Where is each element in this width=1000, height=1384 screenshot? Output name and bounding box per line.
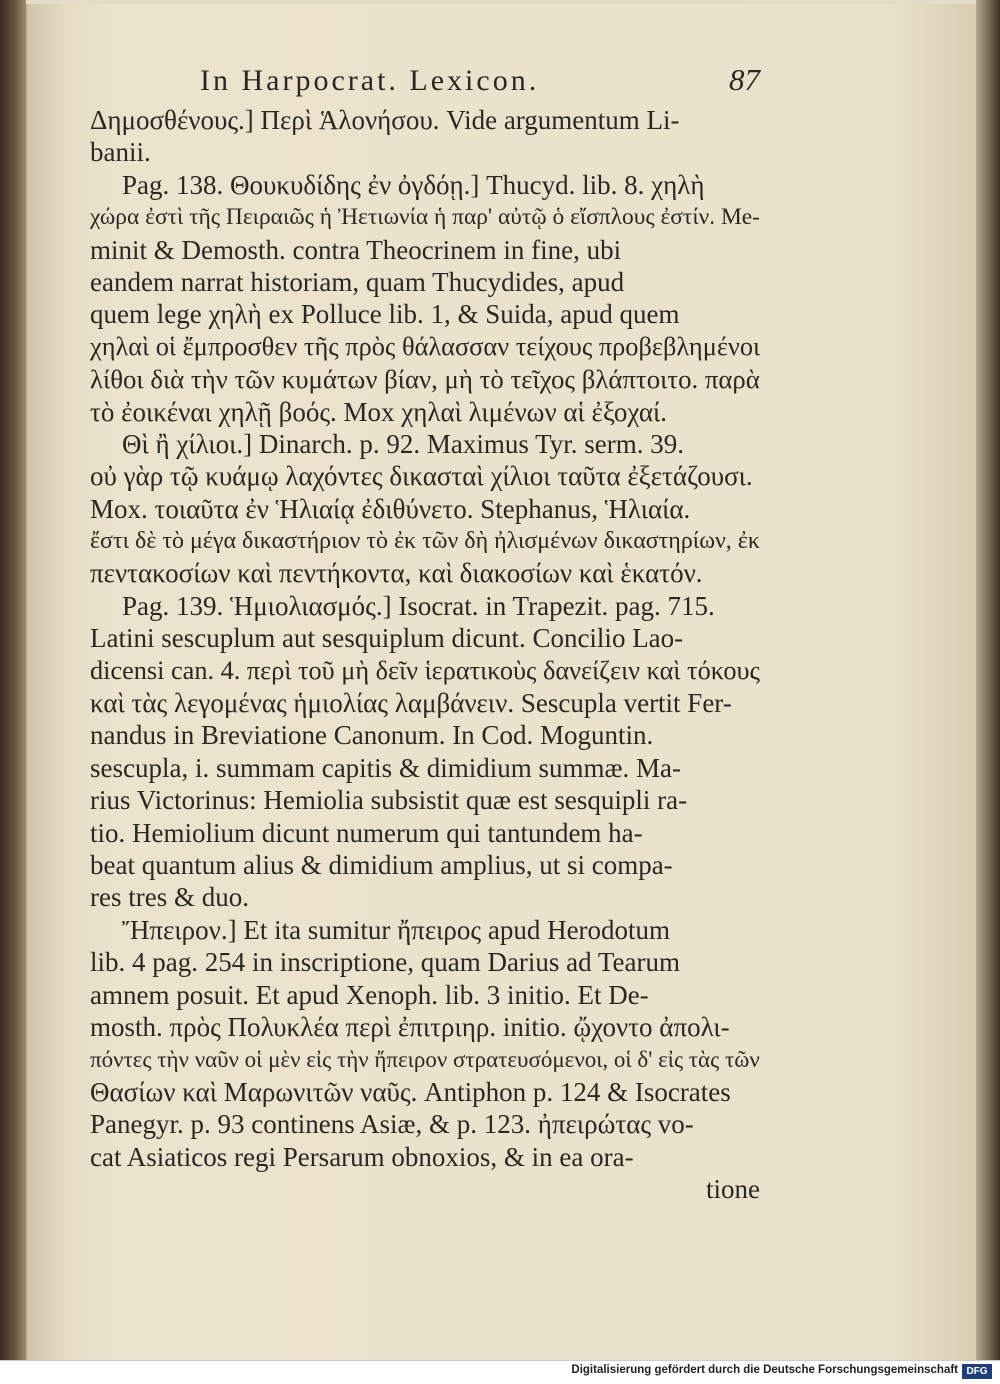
text-line: Δημοσθένους.] Περὶ Ἁλονήσου. Vide argumentum Li- (90, 105, 680, 135)
body-text (90, 104, 760, 1205)
text-line: res tres & duo. (90, 882, 249, 913)
page-number: 87 (729, 62, 760, 97)
page-header (200, 62, 760, 106)
text-line: lib. 4 pag. 254 in inscriptione, quam Darius ad Tearum (90, 947, 680, 978)
text-line: mosth. πρὸς Πολυκλέα περὶ ἐπιτριηρ. initio. ᾤχοντο ἀπολι- (90, 1011, 730, 1042)
text-line: ἔστι δὲ τὸ μέγα δικαστήριον τὸ ἐκ τῶν δὴ ἠλισμένων δικαστηρίων, ἐκ (90, 528, 760, 555)
text-line: amnem posuit. Et apud Xenoph. lib. 3 initio. Et De- (90, 979, 649, 1010)
text-line: eandem narrat historiam, quam Thucydides, apud (90, 266, 625, 297)
text-line: rius Victorinus: Hemiolia subsistit quæ est sesquipli ra- (90, 785, 688, 816)
book-spine (0, 0, 26, 1383)
text-line: πόντες τὴν ναῦν οἱ μὲν εἰς τὴν ἤπειρον στρατευσόμενοι, οἱ δ' εἰς τὰς τῶν (90, 1046, 760, 1073)
footer-bar (0, 1360, 1000, 1384)
text-line: banii. (90, 137, 151, 168)
text-line: tio. Hemiolium dicunt numerum qui tantundem ha- (90, 817, 643, 848)
funding-credit: Digitalisierung gefördert durch die Deutsche Forschungsgemeinschaft (571, 1364, 958, 1376)
text-line: minit & Demosth. contra Theocrinem in fine, ubi (90, 234, 622, 265)
text-line: Panegyr. p. 93 continens Asiæ, & p. 123. ἠπειρώτας vo- (90, 1109, 694, 1140)
text-line: Θὶ ἢ χίλιοι.] Dinarch. p. 92. Maximus Tyr. serm. 39. (122, 428, 684, 459)
running-title: In Harpocrat. Lexicon. (200, 64, 540, 97)
text-line: cat Asiaticos regi Persarum obnoxios, & in ea ora- (90, 1141, 634, 1172)
text-line: Pag. 139. Ἡμιολιασμός.] Isocrat. in Trapezit. pag. 715. (122, 590, 715, 621)
text-line: οὐ γὰρ τῷ κυάμῳ λαχόντες δικασταὶ χίλιοι ταῦτα ἐξετάζουσι. (90, 461, 753, 492)
text-line: quem lege χηλὴ ex Polluce lib. 1, & Suida, apud quem (90, 299, 680, 330)
text-line: Ἤπειρον.] Et ita sumitur ἤπειρος apud Herodotum (122, 914, 671, 945)
text-line: beat quantum alius & dimidium amplius, ut si compa- (90, 849, 673, 880)
text-line: καὶ τὰς λεγομένας ἡμιολίας λαμβάνειν. Sescupla vertit Fer- (90, 688, 732, 719)
text-line: Θασίων καὶ Μαρωνιτῶν ναῦς. Antiphon p. 124 & Isocrates (90, 1076, 731, 1107)
text-line: Latini sescuplum aut sesquiplum dicunt. Concilio Lao- (90, 623, 684, 654)
text-line: Pag. 138. Θουκυδίδης ἐν ὀγδόῃ.] Thucyd. lib. 8. χηλὴ (122, 169, 705, 200)
text-line: λίθοι διὰ τὴν τῶν κυμάτων βίαν, μὴ τὸ τεῖχος βλάπτοιτο. παρὰ (90, 364, 760, 395)
page-edge-shadow (976, 0, 1000, 1360)
text-line: dicensi can. 4. περὶ τοῦ μὴ δεῖν ἱερατικοὺς δανείζειν καὶ τόκους (90, 655, 760, 685)
text-line: tione (706, 1173, 760, 1204)
text-line: sescupla, i. summam capitis & dimidium summæ. Ma- (90, 752, 681, 783)
text-line: Mox. τοιαῦτα ἐν Ἡλιαίᾳ ἐδιθύνετο. Stephanus, Ἡλιαία. (90, 493, 691, 524)
text-line: χώρα ἐστὶ τῆς Πειραιῶς ἡ Ἠετιωνία ἡ παρ' αὐτῷ ὁ εἴσπλους ἐστίν. Me- (90, 204, 760, 231)
dfg-logo: DFG (962, 1364, 992, 1379)
text-line: πεντακοσίων καὶ πεντήκοντα, καὶ διακοσίων καὶ ἑκατόν. (90, 558, 703, 589)
text-line: nandus in Breviatione Canonum. In Cod. Moguntin. (90, 720, 654, 751)
text-line: τὸ ἐοικέναι χηλῇ βοός. Mox χηλαὶ λιμένων αἱ ἐξοχαί. (90, 396, 667, 427)
text-line: χηλαὶ οἱ ἔμπροσθεν τῆς πρὸς θάλασσαν τείχους προβεβλημένοι (90, 331, 760, 361)
